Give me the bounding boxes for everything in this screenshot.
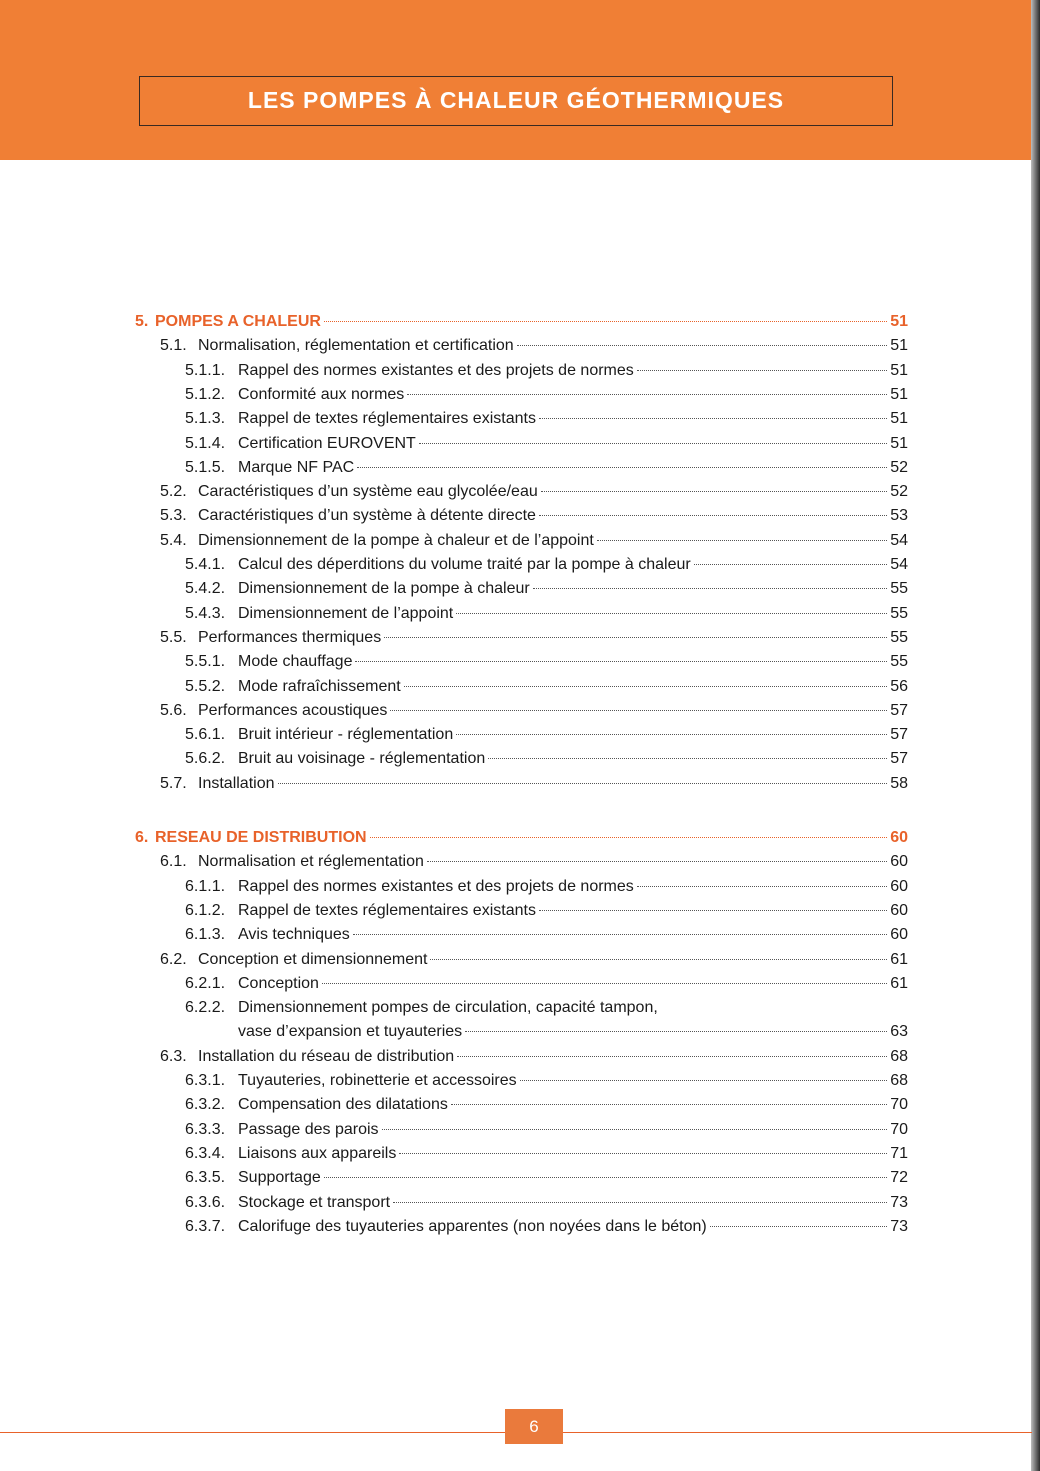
toc-page: 73: [890, 1193, 908, 1211]
toc-number: 5.5.: [160, 628, 187, 646]
toc-leader: [390, 710, 887, 711]
toc-entry: [185, 652, 908, 672]
toc-entry: [185, 925, 908, 945]
toc-leader: [384, 637, 887, 638]
toc-label-continuation: vase d’expansion et tuyauteries: [238, 1023, 463, 1041]
toc-entry: [160, 482, 908, 502]
toc-leader: [407, 394, 887, 395]
toc-number: 5.5.1.: [185, 653, 226, 671]
toc-page: 55: [890, 580, 908, 598]
toc-number: 5.4.: [160, 531, 187, 549]
toc-page: 68: [890, 1072, 908, 1089]
toc-leader: [324, 321, 887, 322]
toc-label: Caractéristiques d’un système à détente directe: [198, 507, 536, 525]
toc-number: 6.: [135, 829, 149, 846]
toc-entry: [160, 950, 908, 970]
toc-page: 57: [890, 726, 908, 744]
toc-leader: [382, 1129, 888, 1130]
toc-leader: [533, 588, 887, 589]
toc-number: 5.1.3.: [185, 410, 226, 428]
toc-leader: [539, 418, 887, 419]
toc-entry: [185, 677, 908, 697]
toc-leader: [353, 934, 887, 935]
toc-page: 70: [890, 1120, 908, 1138]
toc-entry: [160, 701, 908, 721]
toc-page: 51: [890, 434, 908, 452]
toc-number: 6.1.1.: [185, 877, 226, 895]
toc-leader: [637, 886, 887, 887]
toc-page: 55: [890, 628, 908, 646]
toc-number: 5.1.: [160, 337, 187, 355]
toc-entry: [185, 361, 908, 381]
toc-page: 51: [890, 313, 908, 330]
toc-label: POMPES A CHALEUR: [155, 313, 321, 330]
toc-entry: [185, 385, 908, 405]
toc-label: Dimensionnement de la pompe à chaleur: [238, 580, 530, 598]
toc-leader: [451, 1104, 887, 1105]
toc-label: Calorifuge des tuyauteries apparentes (non noyées dans le béton): [238, 1217, 707, 1235]
toc-leader: [456, 613, 887, 614]
toc-entry: [185, 1071, 908, 1091]
toc-page: 60: [890, 877, 908, 895]
toc-page: 55: [890, 604, 908, 622]
toc-page: 60: [890, 853, 908, 871]
toc-number: 5.6.: [160, 701, 187, 719]
toc-number: 6.3.6.: [185, 1193, 226, 1211]
toc-number: 5.6.1.: [185, 726, 226, 744]
toc-number: 6.2.: [160, 950, 187, 968]
toc-label: Mode rafraîchissement: [238, 677, 401, 695]
toc-page: 57: [890, 750, 908, 768]
toc-page: 54: [890, 556, 908, 573]
toc-leader: [539, 515, 887, 516]
toc-entry: [185, 434, 908, 454]
toc-entry: [185, 458, 908, 478]
toc-page: 71: [890, 1144, 908, 1162]
toc-page: 58: [890, 774, 908, 792]
toc-label: Conception: [238, 974, 319, 992]
toc-leader: [324, 1177, 887, 1178]
toc-label: Rappel des normes existantes et des projets de normes: [238, 877, 634, 895]
toc-leader: [539, 910, 887, 911]
toc-leader: [488, 758, 887, 759]
toc-leader: [278, 783, 888, 784]
toc-label: Avis techniques: [238, 926, 350, 944]
toc-label: Dimensionnement de l’appoint: [238, 604, 454, 622]
toc-label: Tuyauteries, robinetterie et accessoires: [238, 1072, 517, 1089]
toc-entry: [185, 604, 908, 624]
toc-leader: [355, 661, 887, 662]
toc-leader: [427, 861, 887, 862]
toc-number: 5.7.: [160, 774, 187, 792]
toc-label: Bruit au voisinage - réglementation: [238, 750, 486, 768]
toc-leader: [465, 1031, 887, 1032]
toc-label: Mode chauffage: [238, 653, 353, 671]
toc-label: Marque NF PAC: [238, 458, 355, 476]
toc-label: Caractéristiques d’un système eau glycolée/eau: [198, 483, 538, 501]
toc-number: 6.2.2.: [185, 999, 226, 1017]
toc-label: Rappel de textes réglementaires existants: [238, 901, 536, 919]
toc-label: Performances acoustiques: [198, 701, 388, 719]
toc-page: 57: [890, 701, 908, 719]
toc-entry: [185, 749, 908, 769]
toc-label: Normalisation et réglementation: [198, 853, 424, 871]
toc-entry: [185, 998, 908, 1018]
toc-leader: [357, 467, 887, 468]
toc-entry: [160, 774, 908, 794]
toc-leader: [637, 370, 887, 371]
toc-leader: [694, 564, 888, 565]
toc-label: Rappel de textes réglementaires existants: [238, 410, 536, 428]
toc-entry: [160, 531, 908, 551]
toc-entry: [160, 1047, 908, 1067]
toc-page: 63: [890, 1023, 908, 1041]
toc-number: 6.1.2.: [185, 901, 226, 919]
toc-number: 5.1.5.: [185, 458, 226, 476]
toc-leader: [597, 540, 887, 541]
toc-page: 61: [890, 974, 908, 992]
toc-number: 5.4.2.: [185, 580, 226, 598]
toc-label: Installation: [198, 774, 275, 792]
toc-page: 60: [890, 829, 908, 846]
toc-leader: [399, 1153, 887, 1154]
title-box: [139, 76, 893, 126]
toc-leader: [710, 1226, 887, 1227]
toc-label: Dimensionnement de la pompe à chaleur et de l’appoint: [198, 531, 594, 549]
toc-entry: [185, 409, 908, 429]
toc-page: 68: [890, 1047, 908, 1065]
toc-page: 52: [890, 458, 908, 476]
toc-entry: [185, 1217, 908, 1237]
toc-number: 5.1.2.: [185, 385, 226, 403]
toc-page: 73: [890, 1217, 908, 1235]
toc-label: Liaisons aux appareils: [238, 1144, 397, 1162]
toc-number: 6.3.1.: [185, 1072, 226, 1089]
toc-label: Normalisation, réglementation et certification: [198, 337, 514, 355]
toc-leader: [430, 959, 887, 960]
toc-entry: [160, 628, 908, 648]
toc-label: Dimensionnement pompes de circulation, capacité tampon,: [238, 999, 658, 1017]
toc-leader: [419, 443, 887, 444]
toc-entry: [185, 974, 908, 994]
toc-leader: [404, 686, 887, 687]
toc-page: 70: [890, 1096, 908, 1114]
toc-leader: [393, 1202, 887, 1203]
toc-label: Conception et dimensionnement: [198, 950, 428, 968]
toc-number: 5.3.: [160, 507, 187, 525]
toc-number: 5.1.4.: [185, 434, 226, 452]
toc-entry: [185, 901, 908, 921]
toc-entry: [185, 1193, 908, 1213]
toc-page: 52: [890, 483, 908, 501]
toc-leader: [541, 491, 887, 492]
toc-entry: [160, 506, 908, 526]
toc-label: Compensation des dilatations: [238, 1096, 448, 1114]
toc-label: Passage des parois: [238, 1120, 379, 1138]
toc-label: Performances thermiques: [198, 628, 382, 646]
toc-leader: [322, 983, 887, 984]
toc-leader: [457, 1056, 887, 1057]
toc-label: Supportage: [238, 1169, 321, 1187]
toc-number: 6.3.5.: [185, 1169, 226, 1187]
toc-leader: [517, 345, 888, 346]
toc-chapter: [135, 828, 908, 848]
toc-page: 51: [890, 337, 908, 355]
toc-page: 53: [890, 507, 908, 525]
toc-number: 6.2.1.: [185, 974, 226, 992]
toc-number: 6.3.4.: [185, 1144, 226, 1162]
toc-page: 60: [890, 901, 908, 919]
toc-label: Installation du réseau de distribution: [198, 1047, 455, 1065]
header-band: [0, 0, 1032, 160]
toc-entry: [185, 725, 908, 745]
toc-number: 6.3.2.: [185, 1096, 226, 1114]
toc-label: Rappel des normes existantes et des projets de normes: [238, 361, 634, 379]
toc-label: Calcul des déperditions du volume traité par la pompe à chaleur: [238, 556, 691, 573]
toc-page: 61: [890, 950, 908, 968]
toc-entry: [185, 1095, 908, 1115]
page-edge-shadow: [1031, 0, 1040, 1471]
toc-page: 55: [890, 653, 908, 671]
toc-number: 6.3.: [160, 1047, 187, 1065]
toc-leader: [520, 1080, 888, 1081]
page-number: 6: [505, 1409, 563, 1444]
toc-number: 5.4.3.: [185, 604, 226, 622]
toc-number: 5.6.2.: [185, 750, 226, 768]
toc-number: 5.4.1.: [185, 556, 226, 573]
toc-page: 51: [890, 410, 908, 428]
toc-leader: [456, 734, 887, 735]
toc-page: 56: [890, 677, 908, 695]
toc-label: Stockage et transport: [238, 1193, 391, 1211]
toc-entry: [160, 852, 908, 872]
toc-entry: [185, 1168, 908, 1188]
toc-number: 5.: [135, 313, 149, 330]
toc-label: Conformité aux normes: [238, 385, 405, 403]
page-title: LES POMPES À CHALEUR GÉOTHERMIQUES: [247, 87, 785, 113]
toc-entry: [160, 336, 908, 356]
toc-number: 6.1.3.: [185, 926, 226, 944]
toc-number: 5.1.1.: [185, 361, 226, 379]
toc-page: 51: [890, 361, 908, 379]
toc-chapter: [135, 312, 908, 332]
toc-number: 5.2.: [160, 483, 187, 501]
toc-label: Bruit intérieur - réglementation: [238, 726, 454, 744]
toc-entry-continuation: [238, 1022, 908, 1042]
toc-entry: [185, 579, 908, 599]
toc-number: 6.3.3.: [185, 1120, 226, 1138]
toc-page: 60: [890, 926, 908, 944]
toc-entry: [185, 877, 908, 897]
toc-entry: [185, 1144, 908, 1164]
toc-page: 51: [890, 385, 908, 403]
toc-number: 5.5.2.: [185, 677, 226, 695]
toc-number: 6.1.: [160, 853, 187, 871]
toc-entry: [185, 1120, 908, 1140]
toc-label: RESEAU DE DISTRIBUTION: [155, 829, 367, 846]
toc-entry: [185, 555, 908, 575]
toc-page: 72: [890, 1169, 908, 1187]
toc-label: Certification EUROVENT: [238, 434, 416, 452]
toc-page: 54: [890, 531, 908, 549]
toc-leader: [370, 837, 888, 838]
toc-number: 6.3.7.: [185, 1217, 226, 1235]
